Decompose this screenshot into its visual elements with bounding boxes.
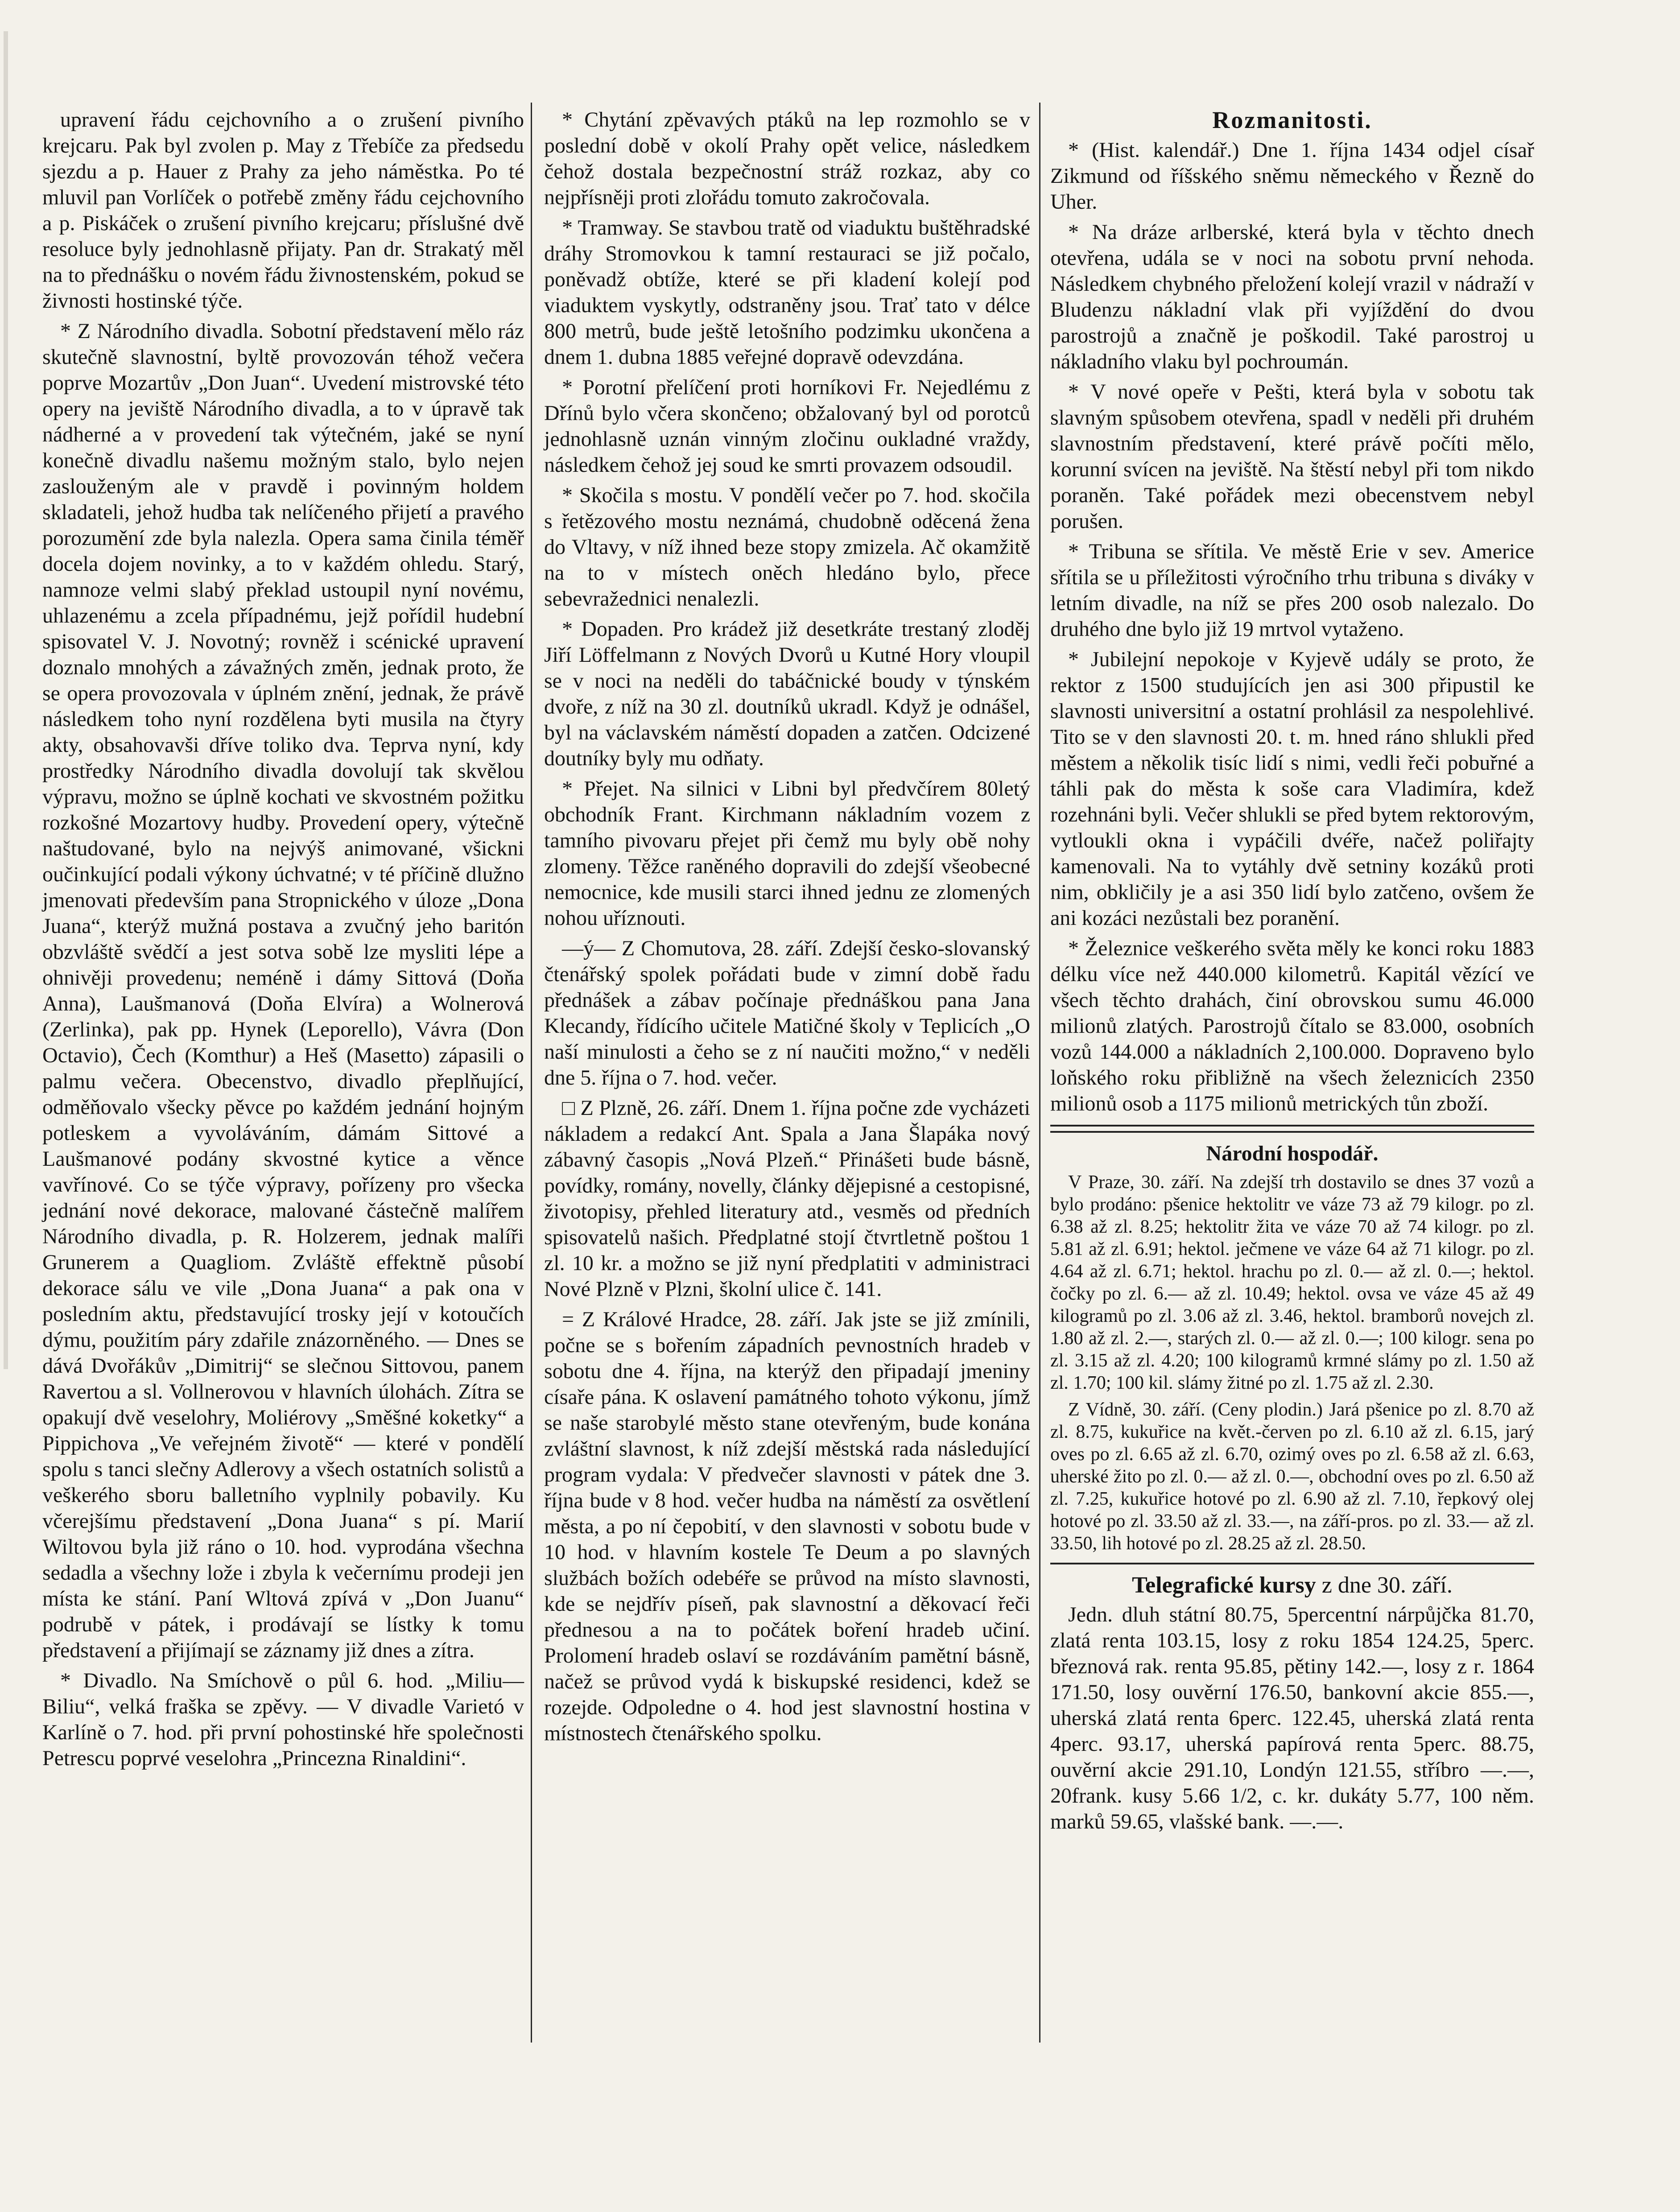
telegraph-heading <box>1050 1572 1534 1598</box>
article-paragraph: * V nové opeře v Pešti, která byla v sobotu tak slavným spůsobem otevřena, spadl v neděli při druhém slavnostním představení, které právě počíti mělo, korunní svícen na jeviště. Na štěstí nebyl při tom nikdo poraněn. Také pořádek mezi obecenstvem nebyl porušen. <box>1050 380 1534 533</box>
scan-edge <box>4 31 8 1369</box>
market-paragraph: Z Vídně, 30. září. (Ceny plodin.) Jará pšenice po zl. 8.70 až zl. 8.75, kukuřice na květ.-červen po zl. 6.10 až zl. 6.15, jarý oves po zl. 6.65 až zl. 6.70, ozimý oves po zl. 6.58 až zl. 6.63, uherské žito po zl. 0.— až zl. 0.—, obchodní oves po zl. 6.50 až zl. 7.25, kukuřice hotové po zl. 6.90 až zl. 7.10, řepkový olej hotové po zl. 33.50 až zl. 33.—, na září-pros. po zl. 33.— až zl. 33.50, lih hotové po zl. 28.25 až zl. 28.50. <box>1050 1399 1534 1554</box>
column-middle <box>544 107 1030 1751</box>
article-paragraph: * Jubilejní nepokoje v Kyjevě udály se proto, že rektor z 1500 studujících jen asi 300 připustil ke slavnosti universitní a ostatní prohlásil za nespolehlivé. Tito se v den slavnosti 20. t. m. hned ráno shlukli před městem a několik tisíc lidí s nimi, vedli řeči pobuřné a táhli pak do města k soše cara Vladimíra, kdež rozehnáni byli. Večer shlukli se před bytem rektorovým, vytloukli okna i vypáčili dvéře, načež poliřajty kamenovali. Na to vytáhly dvě setniny kozáků proti nim, obkličily je a asi 350 lidí bylo zatčeno, ovšem že ani kozáci nezůstali bez poranění. <box>1050 648 1534 930</box>
article-paragraph: □ Z Plzně, 26. září. Dnem 1. října počne zde vycházeti nákladem a redakcí Ant. Spala a Jana Šlapáka nový zábavný časopis „Nová Plzeň.“ Přinášeti bude básně, povídky, romány, novelly, články dějepisné a cestopisné, životopisy, přehled literatury atd., vesměs od předních spisovatelů našich. Předplatné stojí čtvrtletně poštou 1 zl. 10 kr. a možno se již nyní předplatiti v administraci Nové Plzně v Plzni, školní ulice č. 141. <box>544 1096 1030 1301</box>
article-paragraph: * Tramway. Se stavbou tratě od viaduktu buštěhradské dráhy Stromovkou k tamní restauraci se již počalo, poněvadž obtíže, které se při kladení kolejí pod viaduktem vyskytly, odstraněny jsou. Trať tato v délce 800 metrů, bude ještě letošního podzimku ukončena a dnem 1. dubna 1885 veřejné dopravě odevzdána. <box>544 216 1030 369</box>
article-paragraph: * Přejet. Na silnici v Libni byl předvčírem 80letý obchodník Frant. Kirchmann nákladním vozem z tamního pivovaru přejet při čemž mu byly obě nohy zlomeny. Těžce raněného dopravili do zdejší všeobecné nemocnice, kde musili starci ihned jednu ze zlomených nohou uříznouti. <box>544 777 1030 930</box>
telegraph-paragraph: Jedn. dluh státní 80.75, 5percentní nárpůjčka 81.70, zlatá renta 103.15, losy z roku 1854 124.25, 5perc. březnová rak. renta 95.85, pětiny 142.—, losy z r. 1864 171.50, losy ouvěrní 176.50, bankovní akcie 855.—, uherská zlatá renta 6perc. 122.45, uherská zlatá renta 4perc. 93.17, uherská papírová renta 5perc. 88.75, ouvěrní akcie 291.10, Londýn 121.55, stříbro —.—, 20frank. kusy 5.66 1/2, c. kr. dukáty 5.77, 100 něm. marků 59.65, vlašské bank. —.—. <box>1050 1603 1534 1833</box>
telegraph-title: Telegrafické kursy <box>1132 1572 1316 1598</box>
article-paragraph: * Dopaden. Pro krádež již desetkráte trestaný zloděj Jiří Löffelmann z Nových Dvorů u Kutné Hory vloupil se v noci na neděli do tabáčnické boudy v týnském dvoře, z níž na 30 zl. doutníků ukradl. Když je odnášel, byl na václavském náměstí dopaden a zatčen. Odcizené doutníky byly mu odňaty. <box>544 617 1030 770</box>
article-paragraph: * (Hist. kalendář.) Dne 1. října 1434 odjel císař Zikmund od říšského sněmu německého v Řezně do Uher. <box>1050 138 1534 214</box>
article-paragraph: * Na dráze arlberské, která byla v těchto dnech otevřena, udála se v noci na sobotu první nehoda. Následkem chybného přeložení kolejí vrazil v nádraží v Bludenzu nákladní vlak při vyjíždění do dvou parostrojů a značně je poškodil. Také parostroj u nákladního vlaku byl pochroumán. <box>1050 220 1534 373</box>
section-title: Rozmanitosti. <box>1212 107 1372 133</box>
section-divider <box>1050 1125 1534 1133</box>
article-paragraph: * Skočila s mostu. V pondělí večer po 7. hod. skočila s řetězového mostu neznámá, chudobně oděcená žena do Vltavy, v níž ihned beze stopy zmizela. Ač okamžitě na to v místech oněch hledáno bylo, přece sebevražednici nenalezli. <box>544 483 1030 611</box>
market-paragraph: V Praze, 30. září. Na zdejší trh dostavilo se dnes 37 vozů a bylo prodáno: pšenice hektolitr ve váze 73 až 79 kilogr. po zl. 6.38 až zl. 8.25; hektolitr žita ve váze 70 až 74 kilogr. po zl. 5.81 až zl. 6.91; hektol. ječmene ve váze 64 až 71 kilogr. po zl. 4.64 až zl. 6.71; hektol. hrachu po zl. 0.— až zl. 0.—; hektol. čočky po zl. 6.— až zl. 10.49; hektol. ovsa ve váze 45 až 49 kilogramů po zl. 3.06 až zl. 3.46, hektol. bramborů novejch zl. 1.80 až zl. 2.—, starých zl. 0.— až zl. 0.—; 100 kilogr. sena po zl. 3.15 až zl. 4.20; 100 kilogramů krmné slámy po zl. 1.50 až zl. 1.70; 100 kil. slámy žitné po zl. 1.75 až zl. 2.30. <box>1050 1172 1534 1393</box>
article-paragraph: = Z Králové Hradce, 28. září. Jak jste se již zmínili, počne se s bořením západních pevnostních hradeb v sobotu dne 4. října, na kterýž den připadají jmeniny císaře pána. K oslavení památného tohoto výkonu, jímž se naše starobylé město stane otevřeným, bude konána zvláštní slavnost, k níž zdejší městská rada následující program vydala: V předvečer slavnosti v pátek dne 3. října bude v 8 hod. večer hudba na náměstí za osvětlení města, a po ní čepobití, v den slavnosti v sobotu bude v 10 hod. v hlavním kostele Te Deum a po slavných službách božích odebéře se průvod na místo slavnosti, kde se nejdřív píseň, pak slavnostní a děkovací řeči přednesou a na to počátek boření hradeb učiní. Prolomení hradeb oslaví se rozdáváním pamětní básně, načež se průvod vydá k biskupské residenci, kdež se rozejde. Odpoledne o 4. hod jest slavnostní hostina v místnostech čtenářského spolku. <box>544 1308 1030 1745</box>
column-divider <box>1039 103 1040 2043</box>
telegraph-date: z dne 30. září. <box>1321 1572 1453 1598</box>
article-paragraph: —ý— Z Chomutova, 28. září. Zdejší česko-slovanský čtenářský spolek pořádati bude v zimní době řadu přednášek a zábav počínaje přednáškou pana Jana Klecandy, řídícího učitele Matičné školy v Teplicích „O naší minulosti a čeho se z ní naučiti možno,“ v neděli dne 5. října o 7. hod. večer. <box>544 937 1030 1089</box>
column-left <box>42 107 524 1776</box>
article-paragraph: * Z Národního divadla. Sobotní představení mělo ráz skutečně slavnostní, byltě provozován téhož večera poprve Mozartův „Don Juan“. Uvedení mistrovské této opery na jeviště Národního divadla, a to v úpravě tak nádherné a v provedení tak výtečném, jaké se nyní konečně divadlu našemu možným stalo, bylo nejen zaslouženým ale v pravdě i povinným holdem skladateli, jehož hudba tak nelíčeného přijetí a pravého porozumění zde byla nalezla. Opera sama činila téměř docela dojem novinky, a to v každém ohledu. Starý, namnoze velmi slabý překlad ustoupil nyní novému, uhlazenému a zcela případnému, jejž pořídil hudební spisovatel V. J. Novotný; rovněž i scénické upravení doznalo mnohých a závažných změn, jednak proto, že se opera provozovala v úplném znění, jednak, že právě následkem toho nyní rozdělena byti musila na čtyry akty, obsahovavši dříve toliko dva. Teprva nyní, kdy prostředky Národního divadla dovolují tak skvělou výpravu, možno se úplně kochati ve skvostném požitku rozkošné Mozartovy hudby. Provedení opery, výtečně naštudované, bylo na nejvýš animované, všickni oučinkující podali výkony úchvatné; v té příčině dlužno jmenovati především pana Stropnického v úloze „Dona Juana“, kterýž mužná postava a zvučný jeho baritón obzvláště svědčí a jest sotva sobě lze mysliti lépe a ohnivěji provedenu; neméně i dámy Sittová (Doňa Anna), Laušmanová (Doňa Elvíra) a Wolnerová (Zerlinka), pak pp. Hynek (Leporello), Vávra (Don Octavio), Čech (Komthur) a Heš (Masetto) zápasili o palmu večera. Obecenstvo, divadlo přeplňující, odměňovalo všecky pěvce po každém jednání hojným potleskem a vyvoláváním, dámám Sittové a Laušmanové podány skvostné kytice a věnce vavřínové. Co se týče výpravy, pořízeny pro všecka jednání nové dekorace, malované částečně malířem Národního divadla, p. R. Holzerem, jednak malíři Grunerem a Quagliom. Zvláště effektně působí dekorace sálu ve vile „Dona Juana“ a pak ona v posledním aktu, představující trosky její v kotoučích dýmu, použitím páry zdařile znázorněného. — Dnes se dává Dvořákův „Dimitrij“ se slečnou Sittovou, panem Ravertou a sl. Vollnerovou v hlavních úlohách. Zítra se opakují dvě veselohry, Moliérovy „Směšné koketky“ a Pippichova „Ve veřejném životě“ — které v pondělí spolu s tanci slečny Adlerovy a všech ostatních solistů a veškerého sboru balletního vyplnily pobavily. Ku včerejšímu představení „Dona Juana“ s pí. Marií Wiltovou byla již ráno o 10. hod. vyprodána všechna sedadla a všechny lože i zbyla k večernímu prodeji jen místa ke stání. Paní Wltová zpívá v „Don Juanu“ podrubě v pátek, i prodávají se lístky k tomu představení a přijímají se záznamy již dnes a zítra. <box>42 319 524 1662</box>
article-paragraph: * Tribuna se sřítila. Ve městě Erie v sev. Americe sřítila se u příležitosti výročního trhu tribuna s diváky v letním divadle, na níž se přes 200 osob nalezalo. Do druhého dne bylo již 19 mrtvol vytaženo. <box>1050 540 1534 641</box>
market-title: Národní hospodář. <box>1206 1142 1379 1165</box>
article-paragraph: * Divadlo. Na Smíchově o půl 6. hod. „Miliu—Biliu“, velká fraška se zpěvy. — V divadle Varietó v Karlíně o 7. hod. při první pohostinské hře společnosti Petrescu poprvé veselohra „Princezna Rinaldini“. <box>42 1669 524 1770</box>
column-right <box>1050 107 1534 1839</box>
column-divider <box>531 103 532 2043</box>
article-paragraph: * Železnice veškerého světa měly ke konci roku 1883 délku více než 440.000 kilometrů. Kapitál vězící ve všech těchto drahách, činí obrovskou sumu 46.000 milionů zlatých. Parostrojů čítalo se 83.000, osobních vozů 144.000 a nákladních 2,100.000. Dopraveno bylo loňského roku přibližně na všech železnicích 2350 milionů osob a 1175 milionů metrických tůn zboží. <box>1050 937 1534 1115</box>
section-divider <box>1050 1563 1534 1564</box>
article-paragraph: * Chytání zpěvavých ptáků na lep rozmohlo se v poslední době v okolí Prahy opět velice, následkem čehož dostala bezpečnostní stráž rozkaz, aby co nejpřísněji proti zlořádu tomuto zakročovala. <box>544 108 1030 209</box>
article-paragraph: * Porotní přelíčení proti horníkovi Fr. Nejedlému z Dřínů bylo včera skončeno; obžalovaný byl od porotců jednohlasně uznán vinným zločinu oukladné vraždy, následkem čehož jej soud ke smrti provazem odsoudil. <box>544 376 1030 477</box>
article-paragraph: upravení řádu cejchovního a o zrušení pivního krejcaru. Pak byl zvolen p. May z Třebíče za předsedu sjezdu a p. Hauer z Prahy za jeho náměstka. Po té mluvil pan Vorlíček o potřebě změny řádu cejchovního a p. Piskáček o zrušení pivního krejcaru; příslušné dvě resoluce byly jednohlasně přijaty. Pan dr. Strakatý měl na to přednášku o novém řádu živnostenském, pokud se živnosti hostinské týče. <box>42 108 524 313</box>
